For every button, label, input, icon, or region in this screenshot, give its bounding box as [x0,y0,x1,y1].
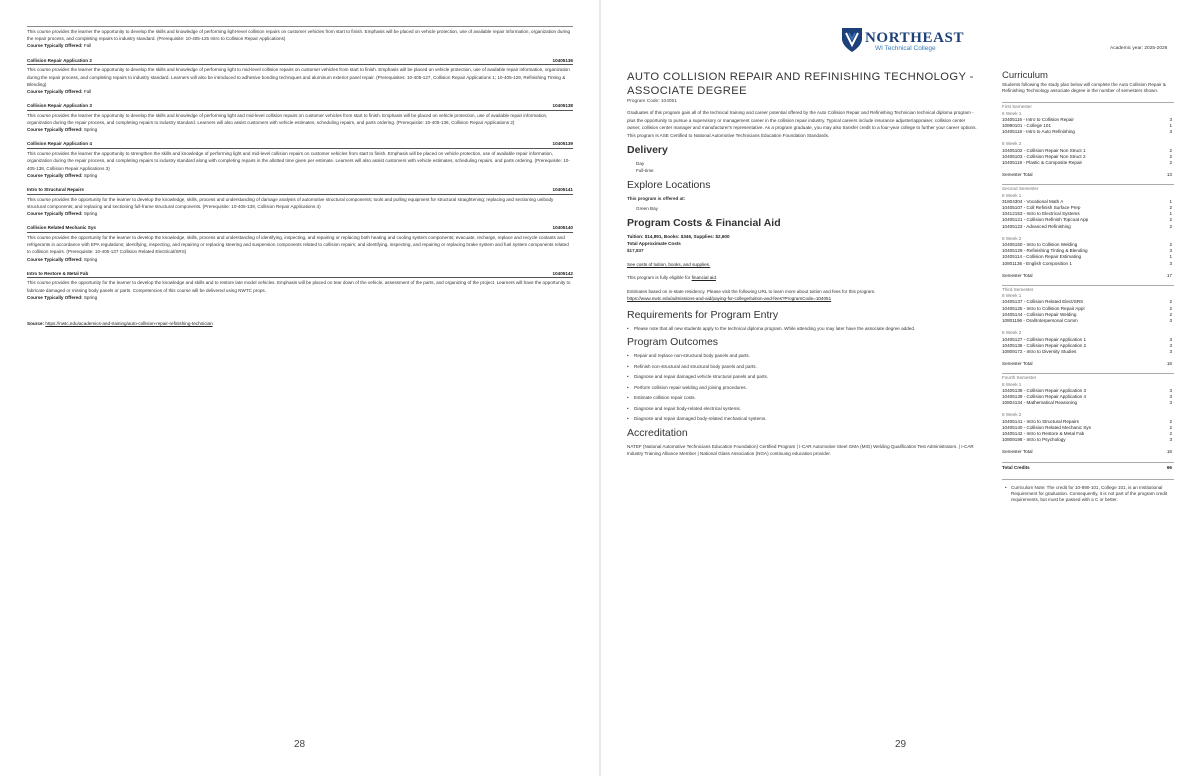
curriculum-course: 10405123 - Advanced Refinishing [1002,223,1071,229]
financial-aid-period: . [715,275,718,281]
accreditation-heading: Accreditation [627,426,688,439]
course-description: This course provides the opportunity for the learner to develop the knowledge, skills, process and understanding of damage analysis of automotive structural components; tools and pulling equipment for structural straightening; replacing and sectioning unibody structural components; and replacing and sectioning full-frame structural components. (Prerequisite: 10-405-139, Collision Repair Applications 4) [27,196,554,209]
curriculum-course: 10412153 - Intro to Electrical Systems [1002,211,1080,217]
curriculum-course: 10405127 - Collision Repair Application 1 [1002,336,1087,342]
curriculum-course-row [1002,160,1174,166]
financial-aid-line [627,274,977,281]
curriculum-course: 31804304 - Vocational Math A [1002,198,1064,204]
logo-title: NORTHEAST [865,30,965,46]
week-label: 8 Week 2 [1002,330,1022,336]
course-credits: 3 [1169,393,1172,399]
course-offered: Course Typically Offered: Spring [27,294,98,300]
course-credits: 2 [1169,430,1172,436]
curriculum-course: 10405137 - Collision Related Elect/SRS [1002,299,1084,305]
course-credits: 2 [1169,242,1172,248]
financial-aid-text: This program is fully eligible for [627,275,691,281]
curriculum-course: 10809172 - Intro to Diversity Studies [1002,348,1077,354]
course-code: 10405140 [552,225,573,231]
curriculum-course: 10405150 - Intro to Collision Welding [1002,242,1078,248]
source-label: Source: [27,321,45,327]
left-page [0,0,599,776]
estimate-text: Estimates based on in-state residency. Please visit the following URL to learn more about tuition and fees for this program. [627,288,876,294]
curriculum-course: 10405118 - Intro to Auto Refinishing [1002,129,1075,135]
semester-total-label: Semester Total [1002,172,1033,178]
week-label: 8 Week 2 [1002,235,1022,241]
semester-total-value: 13 [1166,172,1172,178]
course-description: This course provides the learner the opportunity to strengthen the skills and knowledge of performing light and mid-level collision repairs on customer vehicles from start to finish. Emphasis will be placed on vehicle protection, use of available repair information, organization during the repair process, and completing repairs to industry standard along with completing repairs in the allotted time given per estimate. Learners will also assist customers with vehicle estimates, scheduling repairs, and parts ordering. (Prerequisite: 10-405-138, Collision Repair Applications 3) [27,151,570,171]
course-credits: 1 [1169,123,1172,129]
total-credits-label: Total Credits [1002,464,1030,470]
curriculum-course: 10405114 - Collision Repair Estimating [1002,254,1082,260]
program-intro: Graduates of this program gain all of the technical training and career potential offered by the Auto Collision Repair and Refinishing Technician technical diploma program - plus the opportunity to pursue a supervisory or management career in the collision repair industry. Typical careers include insurance adjuster/appraiser, collision center owner, collision center manager and manufacturer's representative. As a program graduate, you may also transfer credit to a four-year college to further your career options. This program is ASE Certified to National Automotive Technicians Education Foundation Standards. [627,110,977,138]
semester-name: Fourth Semester [1002,375,1037,381]
course-credits: 1 [1169,211,1172,217]
outcome-item: • Diagnose and repair body-related electrical systems. [627,405,977,412]
delivery-fulltime: Full-time [636,168,654,174]
total-credits-row [1002,462,1174,471]
course-code: 10405142 [552,270,573,276]
course-continued [27,28,573,50]
semester-total-label: Semester Total [1002,449,1033,455]
outcomes-heading: Program Outcomes [627,335,719,348]
course-header [27,140,573,149]
program-code: Program Code: 104051 [627,99,677,104]
course-credits: 3 [1169,248,1172,254]
page-number-right: 29 [894,739,907,750]
total-costs-value: $17,837 [627,248,644,254]
curriculum-course-row [1002,437,1174,443]
financial-aid-link[interactable]: financial aid [691,275,716,281]
semester-total-label: Semester Total [1002,361,1033,367]
semester-name: Third Semester [1002,287,1034,293]
course-credits: 3 [1169,348,1172,354]
costs-link[interactable]: See costs of tuition, books, and supplies. [627,261,711,267]
curriculum-course: 10890101 - College 101 [1002,123,1052,129]
week-label: 8 Week 2 [1002,412,1022,418]
semester-block [1002,184,1174,279]
outcomes-list [627,352,977,423]
course-name: Collision Related Mechanic Sys [27,225,96,231]
curriculum-course: 10405116 - Intro to Collision Repair [1002,116,1074,122]
semester-block [1002,285,1174,367]
course-entry [27,57,573,96]
course-entry [27,102,573,133]
requirement-item: • Please note that all new students apply to the technical diploma program. While attending you may later have the associate degree added. [627,325,977,332]
course-credits: 3 [1169,387,1172,393]
outcome-item: • Estimate collision repair costs. [627,394,977,401]
course-code: 10405141 [552,186,573,192]
course-credits: 3 [1169,318,1172,324]
semester-total-row [1002,449,1174,455]
course-offered: Course Typically Offered: Fall [27,43,92,49]
course-code: 10405136 [552,57,573,63]
curriculum-course: 10405121 - Collision Refinish Topcoat App [1002,217,1089,223]
requirements-list [627,325,977,332]
week-label: 8 Week 2 [1002,141,1022,147]
course-entry [27,186,573,217]
semester-total-label: Semester Total [1002,272,1033,278]
course-offered: Course Typically Offered: Spring [27,127,98,133]
curriculum-course: 10405136 - Collision Repair Application 2 [1002,342,1087,348]
top-divider [27,26,573,27]
course-offered: Course Typically Offered: Fall [27,88,92,94]
curriculum-course: 10405139 - Collision Repair Application 4 [1002,393,1087,399]
week-label: 8 Week 1 [1002,381,1022,387]
course-entry [27,224,573,263]
course-credits: 2 [1169,424,1172,430]
week-label: 8 Week 1 [1002,293,1022,299]
delivery-day: Day [636,161,645,167]
semester-total-value: 17 [1166,272,1172,278]
source-line [27,320,573,327]
curriculum-course: 10405102 - Collision Repair Non Struct 1 [1002,147,1086,153]
logo-subtitle: WI Technical College [875,45,936,52]
course-credits: 3 [1169,400,1172,406]
course-description: This course provides the learner the opportunity to develop the skills and knowledge of performing light to mid-level collision repairs on customer vehicles from start to finish. Emphasis will be placed on vehicle protection, use of available repair information, organization during the repair process, and completing repairs to industry standard. Learners will also be introduced to adhesive bonding techniques and aluminum exterior panel repair. (Prerequisites: 10-405-127, Collision Repair Applications 1; 10-405-129, Refinishing Tinting & Blending) [27,67,570,87]
course-header [27,224,573,233]
course-code: 10405139 [552,141,573,147]
curriculum-course: 10809198 - Intro to Psychology [1002,437,1066,443]
course-offered: Course Typically Offered: Spring [27,256,98,262]
semester-total-value: 18 [1166,449,1172,455]
course-header [27,186,573,195]
course-name: Intro to Restore & Metal Fab [27,270,89,276]
curriculum-course: 10405119 - Plastic & Composite Repair [1002,160,1083,166]
course-entry [27,270,573,301]
academic-year: Academic year: 2025-2026 [1110,46,1168,51]
course-header [27,57,573,66]
course-credits: 2 [1169,299,1172,305]
outcome-item: • Diagnose and repair damaged body-related mechanical systems. [627,415,977,422]
explore-heading: Explore Locations [627,178,711,191]
total-credits-value: 66 [1166,464,1172,470]
week-label: 8 Week 1 [1002,192,1022,198]
course-credits: 3 [1169,129,1172,135]
curriculum-course-row [1002,261,1174,267]
curriculum-course: 10405103 - Collision Repair Non Struct 2 [1002,153,1086,159]
course-description: This course provides the opportunity for the learner to develop the knowledge, skills, process and understanding of identifying, inspecting, and repairing or replacing both heating and cooling system components; evacuate, recharge, replace and recycle coolants and refrigerants in accordance with EPA regulations; identifying, inspecting, and repairing or replacing steering and suspension components related to collision repairs; and identifying, inspecting, and repairing or replacing brake system and fuel system components related to collision repairs. (Prerequisite: 10-405-137 Collision Related Electrical/SRS) [27,234,569,255]
course-credits: 1 [1169,254,1172,260]
course-credits: 2 [1169,305,1172,311]
curriculum-course: 10804134 - Mathematical Reasoning [1002,400,1078,406]
shield-logo-icon [841,27,863,53]
curriculum-course: 10405144 - Collision Repair Welding [1002,311,1077,317]
right-page [601,0,1200,776]
course-credits: 2 [1169,147,1172,153]
program-title: AUTO COLLISION REPAIR AND REFINISHING TECHNOLOGY - ASSOCIATE DEGREE [627,71,974,97]
curriculum-course: 10405138 - Collision Repair Application 3 [1002,387,1087,393]
week-label: 8 Week 1 [1002,110,1022,116]
course-credits: 3 [1169,437,1172,443]
curriculum-intro: Students following the study plan below will complete the Auto Collision Repair & Refinishing Technology associate degree in the number of semesters shown. [1002,82,1166,94]
curriculum-course: 10801136 - English Composition 1 [1002,260,1072,266]
requirements-heading: Requirements for Program Entry [627,308,779,321]
course-header [27,270,573,279]
course-entry [27,140,573,179]
course-offered: Course Typically Offered: Spring [27,211,98,217]
offered-at-label: This program is offered at: [627,195,686,201]
offered-at-row [627,195,977,202]
page-number-left: 28 [293,739,306,750]
course-descriptions [27,26,573,327]
course-credits: 3 [1169,336,1172,342]
course-name: Collision Repair Application 2 [27,57,92,63]
college-logo [841,26,965,56]
total-costs-label: Total Approximate Costs [627,241,681,247]
source-link[interactable]: https://nwtc.edu/academics-and-training/auto-collision-repair-refinishing-technician [45,321,213,327]
costs-heading: Program Costs & Financial Aid [627,216,781,229]
semester-total-row [1002,273,1174,279]
program-details [627,70,977,464]
course-credits: 2 [1169,160,1172,166]
course-header [27,102,573,111]
semester-block [1002,373,1174,455]
curriculum-panel [1002,70,1174,503]
curriculum-note: • Curriculum Note: The credit for 10-890-101, College 101, is an Institutional Requirement for graduation. Consequently, it is not part of the program credit requirements, but must be passed with a C or better. [1002,479,1174,504]
curriculum-course: 10405142 - Intro to Restore & Metal Fab [1002,430,1085,436]
curriculum-course: 10405141 - Intro to Structural Repairs [1002,418,1079,424]
course-description: This course provides the learner the opportunity to develop the skills and knowledge of performing light-level collision repairs on customer vehicles from start to finish. Emphasis will be placed on vehicle protection, use of available repair information, organization during the repair process, and completing repairs to industry standard. (Prerequisite: 10-405-125 Intro to Collision Repair Applications) [27,29,571,42]
course-credits: 2 [1169,418,1172,424]
course-list [27,57,573,301]
course-credits: 2 [1169,223,1172,229]
course-code: 10405138 [552,103,573,109]
course-credits: 3 [1169,342,1172,348]
accreditation-text: NATEF (National Automotive Technicians Education Foundation) Certified Program | I-CAR Automotive Steel GMA (MIG) Welding Qualification Test Administrators. | I-CAR Industry Training Alliance Member | National Glass Association (NGA) continuing education provider. [627,443,974,457]
course-credits: 2 [1169,205,1172,211]
course-name: Collision Repair Application 4 [27,141,92,147]
course-credits: 3 [1169,260,1172,266]
course-credits: 3 [1169,116,1172,122]
curriculum-course: 10405125 - Intro to Collision Repair Appl [1002,305,1085,311]
outcome-item: • Perform collision repair welding and joining procedures. [627,384,977,391]
course-name: Intro to Structural Repairs [27,186,84,192]
course-description: This course provides the learner the opportunity to develop the skills and knowledge of performing light and mid-level collision repairs on customer vehicles from start to finish. Emphasis will be placed on vehicle protection, use of available repair information, organization during the repair process, and completing repairs to industry standard. Learners will also assist customers with vehicle estimates, scheduling repairs, and parts ordering. (Prerequisite: 10-405-136, Collision Repair Applications 2) [27,112,548,126]
curriculum-title: Curriculum [1002,70,1048,81]
semester-block [1002,102,1174,178]
semester-list [1002,102,1174,455]
semester-total-row [1002,361,1174,367]
semester-name: Second Semester [1002,186,1039,192]
course-offered: Course Typically Offered: Spring [27,172,98,178]
semester-total-row [1002,172,1174,178]
curriculum-course: 10405129 - Refinishing Tinting & Blending [1002,248,1088,254]
curriculum-course-row [1002,349,1174,355]
course-credits: 1 [1169,198,1172,204]
outcome-item: • Refinish non-structural and structural body panels and parts. [627,363,977,370]
outcome-item: • Diagnose and repair damaged vehicle structural panels and parts. [627,373,977,380]
location-green-bay: Green Bay [636,206,658,212]
course-name: Collision Repair Application 3 [27,103,92,109]
tuition-url-link[interactable]: https://www.nwtc.edu/admissions-and-aid/paying-for-college/tuition-and-fees?ProgramCode=104051 [627,296,832,302]
course-credits: 2 [1169,311,1172,317]
curriculum-course: 10405140 - Collision Related Mechanic Sys [1002,424,1091,430]
course-credits: 2 [1169,153,1172,159]
course-credits: 2 [1169,217,1172,223]
course-description: This course provides the opportunity for the learner to develop the knowledge and skills and to restore late model vehicles. Emphasis will be placed on tear down of the vehicle, assessment of the parts, and organizing of the project. Learners will have the opportunity to fabricate damaged or missing body panels or parts. Competencies of this course will be delivered using NWTC props. [27,280,571,293]
outcome-item: • Repair and replace non-structural body panels and parts. [627,352,977,359]
semester-name: First Semester [1002,104,1032,110]
semester-total-value: 18 [1166,361,1172,367]
curriculum-course: 10801196 - Oral/Interpersonal Comm [1002,318,1078,324]
curriculum-course: 10405107 - Coll Refinish Surface Prep [1002,205,1081,211]
costs-breakdown: Tuition: $14,891, Books: $346, Supplies: $2,600 [627,233,730,239]
delivery-heading: Delivery [627,144,668,157]
